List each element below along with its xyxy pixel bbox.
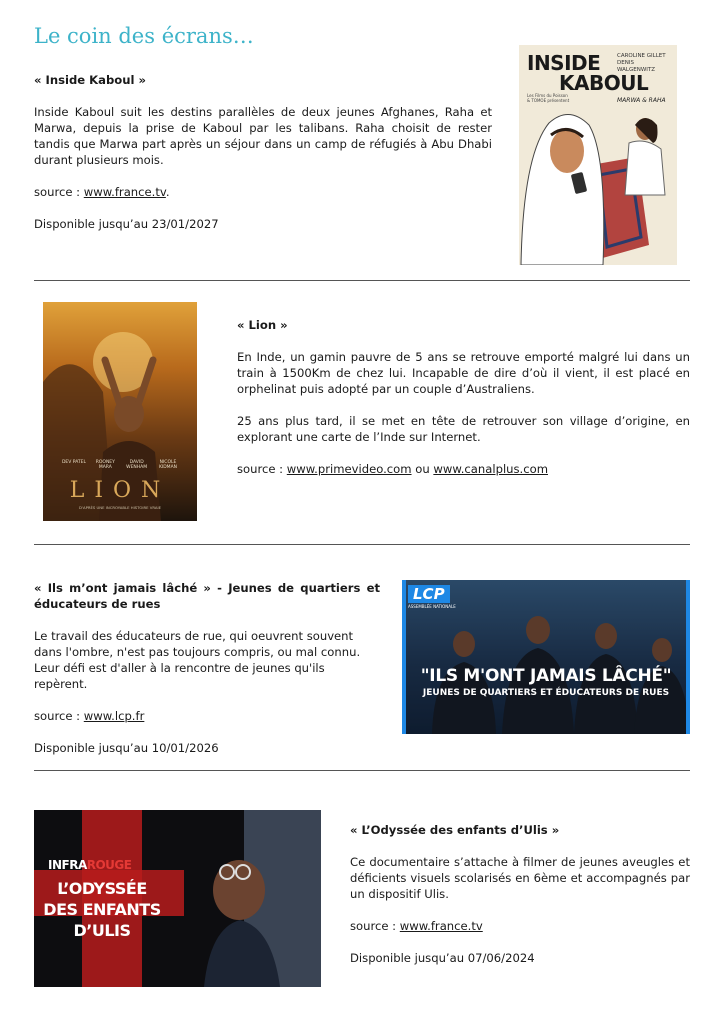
- poster-title: LION: [69, 478, 171, 503]
- poster-tagline: D'APRÈS UNE INCROYABLE HISTOIRE VRAIE: [79, 505, 161, 510]
- source-link[interactable]: www.france.tv: [399, 919, 483, 933]
- poster-credits: CAROLINE GILLET DENIS WALGENWITZ: [617, 53, 666, 73]
- article-paragraph: En Inde, un gamin pauvre de 5 ans se retrouve emporté malgré lui dans un train à 1500Km de chez lui. Incapable de dire d’où il vient, il est placé en orphelinat puis adopté par un couple d’Australiens.: [237, 350, 690, 396]
- lcp-logo-sub: ASSEMBLÉE NATIONALE: [408, 604, 456, 609]
- availability-date: Disponible jusqu’au 10/01/2026: [34, 741, 219, 755]
- poster-subtitle: JEUNES DE QUARTIERS ET ÉDUCATEURS DE RUES: [422, 688, 670, 698]
- source-link[interactable]: www.france.tv: [83, 185, 166, 199]
- article-source: source : www.lcp.fr: [34, 709, 145, 723]
- cast-name: DAVID WENHAM: [126, 460, 148, 470]
- article-source: source : www.france.tv.: [34, 185, 170, 199]
- source-link[interactable]: www.lcp.fr: [83, 709, 145, 723]
- article-paragraph: 25 ans plus tard, il se met en tête de retrouver son village d’origine, en explorant une carte de l’Inde sur Internet.: [237, 414, 690, 444]
- infrarouge-brand: INFRAROUGE: [48, 858, 132, 872]
- divider: [34, 544, 690, 545]
- article-source: source : www.primevideo.com ou www.canalplus.com: [237, 462, 548, 476]
- article-paragraph: Ce documentaire s’attache à filmer de jeunes aveugles et déficients visuels scolarisés en 6ème et accompagnés par un dispositif Ulis.: [350, 855, 690, 901]
- article-heading: « Ils m’ont jamais lâché » - Jeunes de quartiers et éducateurs de rues: [34, 581, 380, 611]
- source-link-primevideo[interactable]: www.primevideo.com: [286, 462, 412, 476]
- poster-inside-kaboul: [519, 45, 677, 265]
- lcp-logo: [408, 584, 456, 609]
- article-lion: [237, 317, 690, 477]
- article-ils-mont-jamais-lache: [34, 580, 380, 756]
- article-odyssee-ulis: [350, 822, 690, 966]
- article-paragraph: Inside Kaboul suit les destins parallèles de deux jeunes Afghanes, Raha et Marwa, depuis la prise de Kaboul par les talibans. Raha choisit de rester tandis que Marwa part après un séjour dans un camp de réfugiés à Abu Dhabi durant plusieurs mois.: [34, 105, 492, 167]
- source-link-canalplus[interactable]: www.canalplus.com: [433, 462, 548, 476]
- poster-title: L’ODYSSÉE DES ENFANTS D’ULIS: [43, 879, 161, 940]
- cast-name: NICOLE KIDMAN: [158, 460, 178, 470]
- availability-date: Disponible jusqu’au 07/06/2024: [350, 951, 535, 965]
- article-heading: « Inside Kaboul »: [34, 73, 146, 87]
- poster-lion: [43, 302, 197, 521]
- cast-name: DEV PATEL: [61, 460, 87, 465]
- poster-infrarouge: [34, 810, 321, 987]
- cast-name: ROONEY MARA: [95, 460, 115, 470]
- article-heading: « L’Odyssée des enfants d’Ulis »: [350, 823, 560, 837]
- article-heading: « Lion »: [237, 318, 288, 332]
- poster-title-line1: INSIDE: [527, 51, 601, 75]
- poster-presents: Les Films du Poisson & TOMOE présentent: [527, 93, 570, 103]
- lcp-logo-text: LCP: [408, 585, 450, 603]
- cast-list: [61, 460, 181, 470]
- article-inside-kaboul: [34, 72, 492, 232]
- article-source: source : www.france.tv: [350, 919, 483, 933]
- divider: [34, 770, 690, 771]
- poster-lcp: [402, 580, 690, 734]
- availability-date: Disponible jusqu’au 23/01/2027: [34, 217, 219, 231]
- page-title: Le coin des écrans…: [34, 24, 254, 48]
- article-paragraph: Le travail des éducateurs de rue, qui oeuvrent souvent dans l'ombre, n'est pas toujours compris, ou mal connu. Leur défi est d'aller à la rencontre de jeunes qu'ils repèrent.: [34, 629, 361, 691]
- poster-names: MARWA & RAHA: [617, 97, 666, 104]
- divider: [34, 280, 690, 281]
- poster-title-line2: KABOUL: [559, 71, 649, 95]
- poster-title: "ILS M'ONT JAMAIS LÂCHÉ": [420, 666, 672, 686]
